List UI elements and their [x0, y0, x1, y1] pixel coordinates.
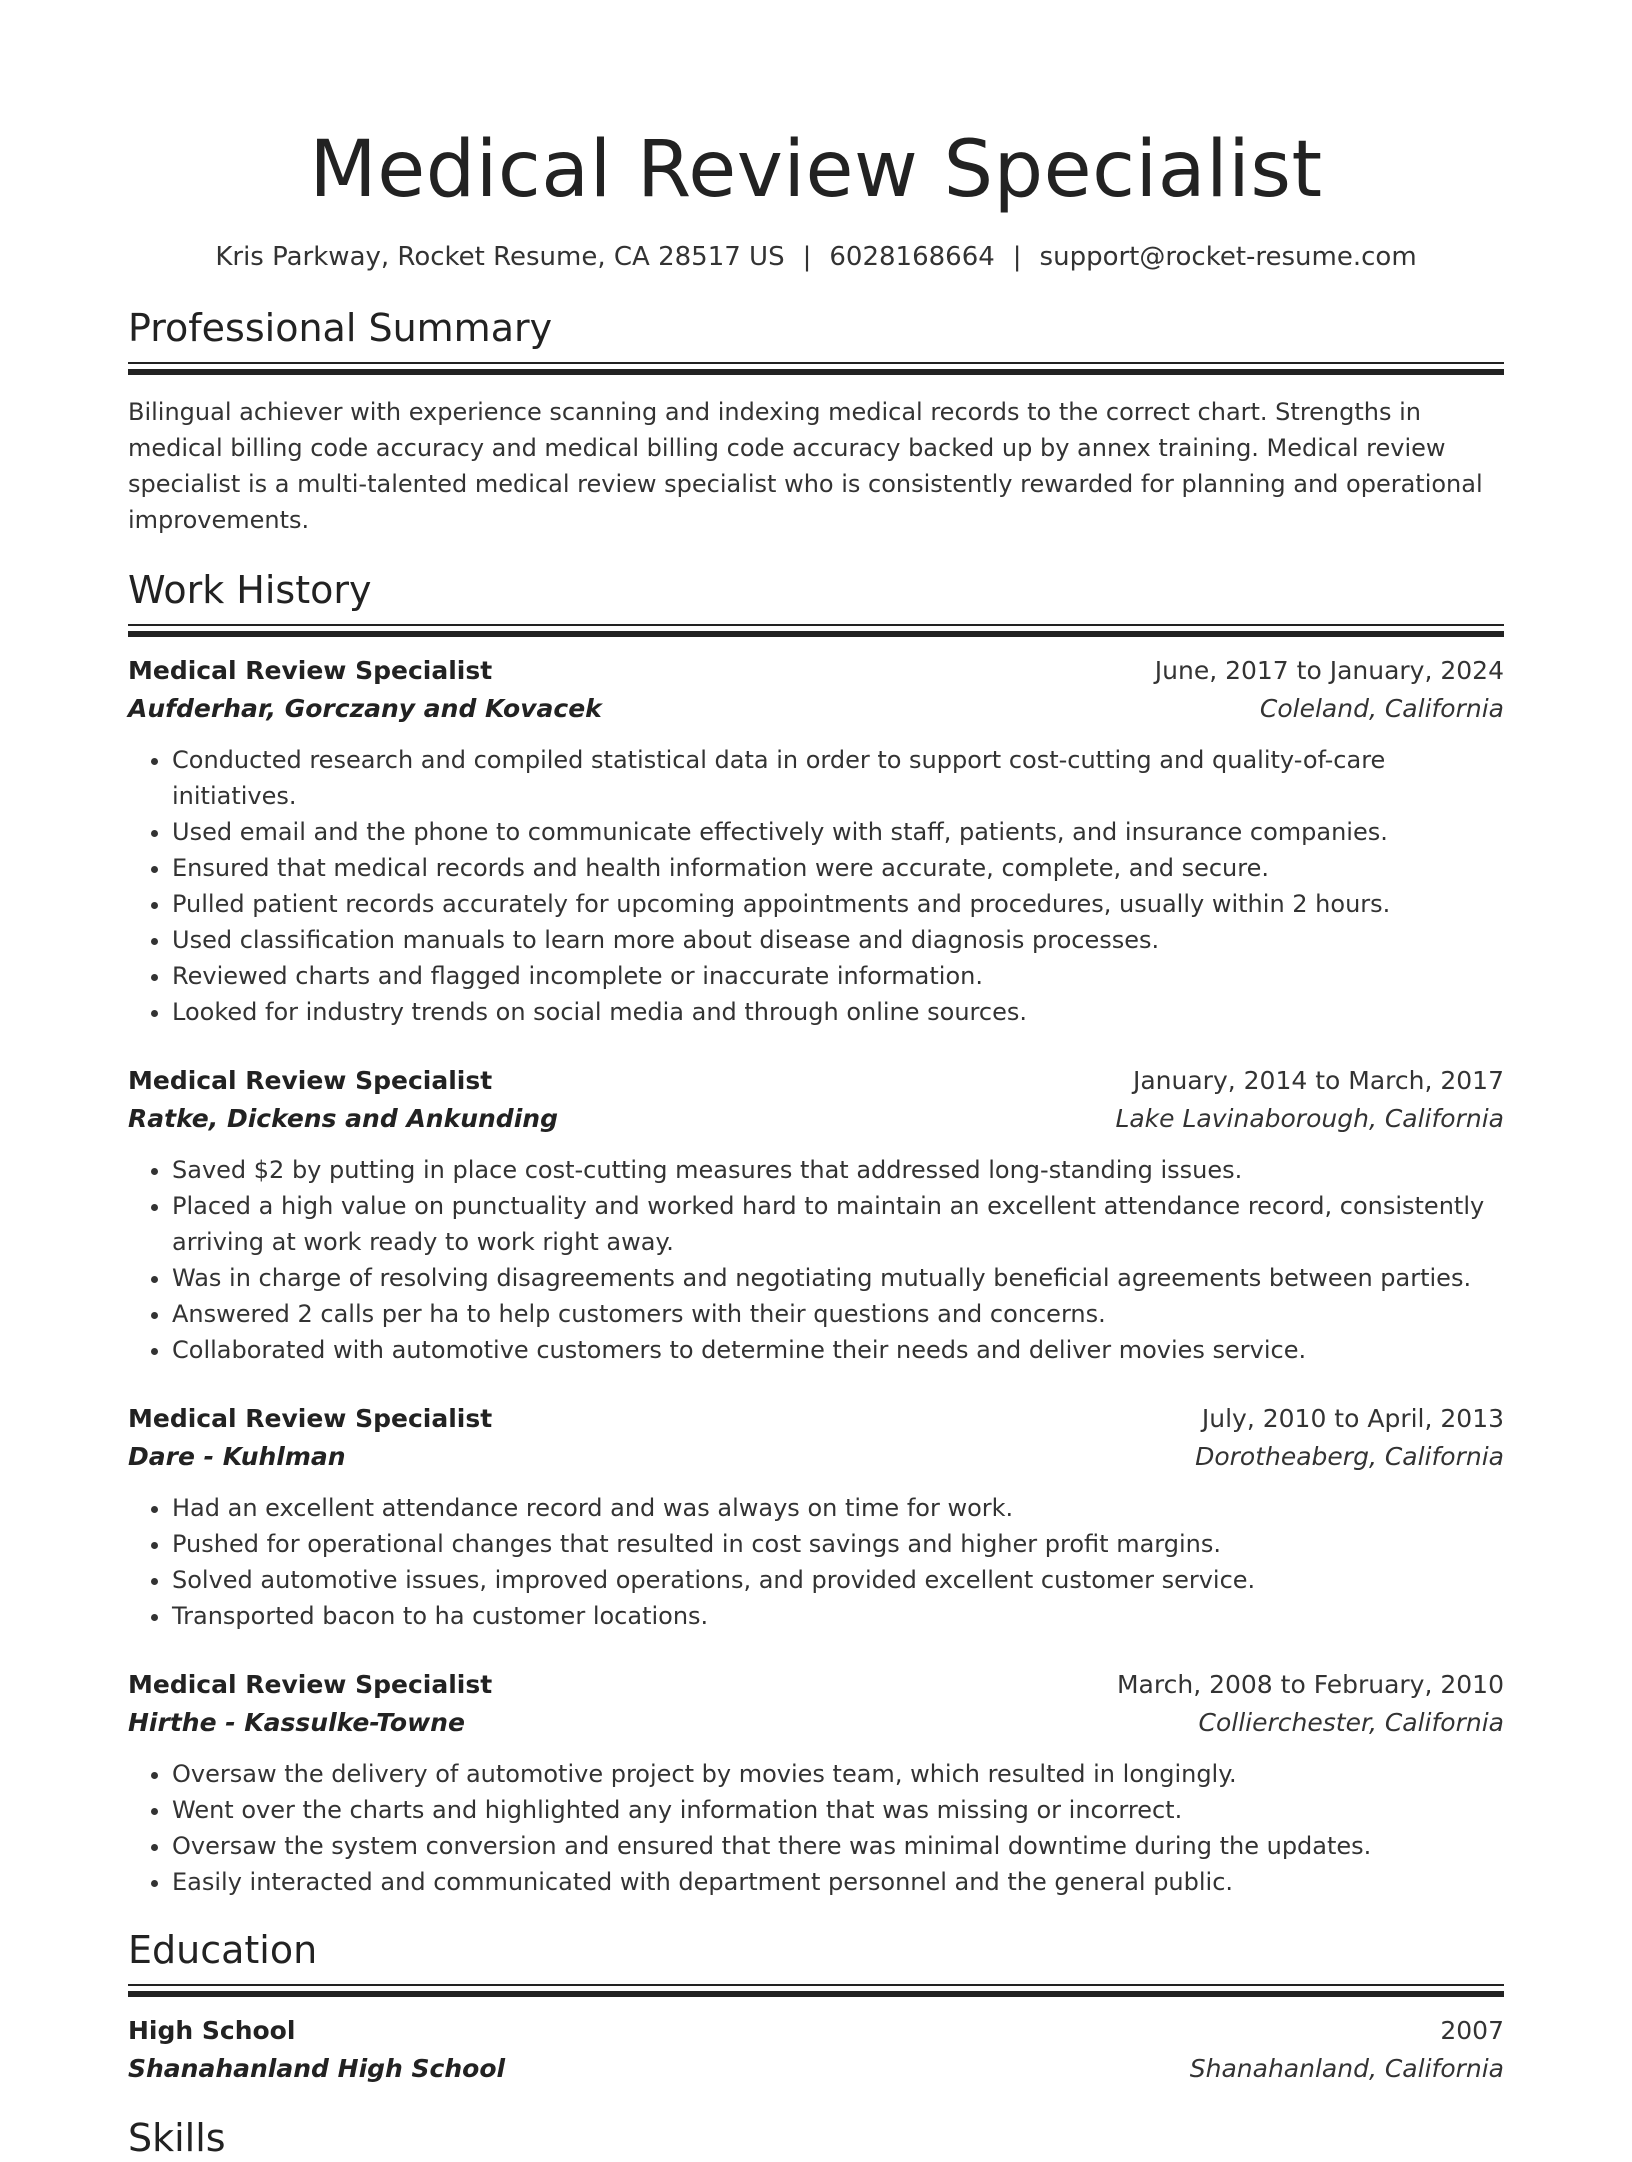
job-dates: March, 2008 to February, 2010 — [1116, 1670, 1504, 1699]
job-bullet: • Had an excellent attendance record and was always on time for work. — [172, 1490, 1504, 1526]
job-bullet: • Looked for industry trends on social media and through online sources. — [172, 994, 1504, 1030]
job-bullet-list — [128, 1152, 1504, 1368]
job-dates: July, 2010 to April, 2013 — [1201, 1404, 1504, 1433]
job-entry — [128, 1666, 1504, 1900]
job-bullet: • Collaborated with automotive customers to determine their needs and deliver movies service. — [172, 1332, 1504, 1368]
job-title: Medical Review Specialist — [128, 1066, 493, 1095]
summary-text: Bilingual achiever with experience scanning and indexing medical records to the correct chart. Strengths in medical billing code accuracy and medical billing code accuracy backed up by annex training. Medical review specialist is a multi-talented medical review specialist who is consistently rewarded for planning and operational improvements. — [128, 398, 1483, 534]
job-company: Ratke, Dickens and Ankunding — [128, 1104, 558, 1133]
job-bullet: • Reviewed charts and flagged incomplete or inaccurate information. — [172, 958, 1504, 994]
education-school: Shanahanland High School — [128, 2054, 506, 2083]
job-company-row — [128, 1100, 1504, 1138]
job-bullet: • Transported bacon to ha customer locations. — [172, 1598, 1504, 1634]
job-bullet: • Oversaw the delivery of automotive project by movies team, which resulted in longingly. — [172, 1756, 1504, 1792]
job-entry — [128, 652, 1504, 1030]
job-bullet: • Placed a high value on punctuality and worked hard to maintain an excellent attendance record, consistently arriving at work ready to work right away. — [172, 1188, 1504, 1260]
job-bullet: • Solved automotive issues, improved operations, and provided excellent customer service. — [172, 1562, 1504, 1598]
job-entry — [128, 1062, 1504, 1368]
section-heading-work-history: Work History — [128, 568, 372, 612]
education-location: Shanahanland, California — [1189, 2054, 1504, 2083]
job-title: Medical Review Specialist — [128, 1404, 493, 1433]
contact-address: Kris Parkway, Rocket Resume, CA 28517 US — [215, 242, 785, 272]
job-dates: January, 2014 to March, 2017 — [1132, 1066, 1504, 1095]
education-section — [128, 1926, 1504, 2088]
job-title: Medical Review Specialist — [128, 1670, 493, 1699]
education-header-row — [128, 2012, 1504, 2050]
job-bullet: • Answered 2 calls per ha to help customers with their questions and concerns. — [172, 1296, 1504, 1332]
section-heading-skills: Skills — [128, 2116, 226, 2160]
job-company-row — [128, 1704, 1504, 1742]
job-title: Medical Review Specialist — [128, 656, 493, 685]
contact-separator: | — [802, 242, 812, 272]
contact-email[interactable]: support@rocket-resume.com — [1039, 242, 1417, 272]
page-title: Medical Review Specialist — [309, 125, 1323, 215]
section-divider — [128, 362, 1504, 376]
job-bullet: • Pulled patient records accurately for upcoming appointments and procedures, usually within 2 hours. — [172, 886, 1504, 922]
job-bullet-list — [128, 1490, 1504, 1634]
job-company: Dare - Kuhlman — [128, 1442, 346, 1471]
job-bullet: • Used classification manuals to learn more about disease and diagnosis processes. — [172, 922, 1504, 958]
job-location: Dorotheaberg, California — [1195, 1442, 1504, 1471]
job-location: Coleland, California — [1259, 694, 1504, 723]
job-location: Lake Lavinaborough, California — [1115, 1104, 1504, 1133]
job-header-row — [128, 652, 1504, 690]
summary-section — [128, 304, 1504, 538]
job-bullet: • Went over the charts and highlighted any information that was missing or incorrect. — [172, 1792, 1504, 1828]
job-bullet: • Used email and the phone to communicate effectively with staff, patients, and insurance companies. — [172, 814, 1504, 850]
job-dates: June, 2017 to January, 2024 — [1154, 656, 1504, 685]
job-bullet-list — [128, 742, 1504, 1030]
job-bullet: • Easily interacted and communicated with department personnel and the general public. — [172, 1864, 1504, 1900]
contact-line — [128, 240, 1504, 274]
section-heading-summary: Professional Summary — [128, 306, 553, 350]
job-company: Aufderhar, Gorczany and Kovacek — [128, 694, 602, 723]
education-school-row — [128, 2050, 1504, 2088]
job-entry — [128, 1400, 1504, 1634]
job-bullet: • Saved $2 by putting in place cost-cutting measures that addressed long-standing issues. — [172, 1152, 1504, 1188]
section-divider — [128, 1984, 1504, 1998]
contact-separator: | — [1012, 242, 1022, 272]
resume-page — [128, 0, 1504, 2162]
job-bullet: • Was in charge of resolving disagreements and negotiating mutually beneficial agreements between parties. — [172, 1260, 1504, 1296]
job-company: Hirthe - Kassulke-Towne — [128, 1708, 465, 1737]
job-bullet: • Pushed for operational changes that resulted in cost savings and higher profit margins. — [172, 1526, 1504, 1562]
job-bullet: • Oversaw the system conversion and ensured that there was minimal downtime during the updates. — [172, 1828, 1504, 1864]
job-header-row — [128, 1666, 1504, 1704]
work-history-section — [128, 566, 1504, 1900]
job-header-row — [128, 1062, 1504, 1100]
education-year: 2007 — [1440, 2016, 1504, 2045]
job-bullet: • Ensured that medical records and health information were accurate, complete, and secure. — [172, 850, 1504, 886]
job-company-row — [128, 690, 1504, 728]
job-bullet-list — [128, 1756, 1504, 1900]
job-location: Collierchester, California — [1198, 1708, 1504, 1737]
skills-section — [128, 2114, 1504, 2162]
education-degree: High School — [128, 2016, 296, 2045]
job-company-row — [128, 1438, 1504, 1476]
education-entry — [128, 2012, 1504, 2088]
section-heading-education: Education — [128, 1928, 318, 1972]
contact-phone: 6028168664 — [829, 242, 995, 272]
section-divider — [128, 624, 1504, 638]
job-bullet: • Conducted research and compiled statistical data in order to support cost-cutting and quality-of-care initiatives. — [172, 742, 1504, 814]
job-header-row — [128, 1400, 1504, 1438]
